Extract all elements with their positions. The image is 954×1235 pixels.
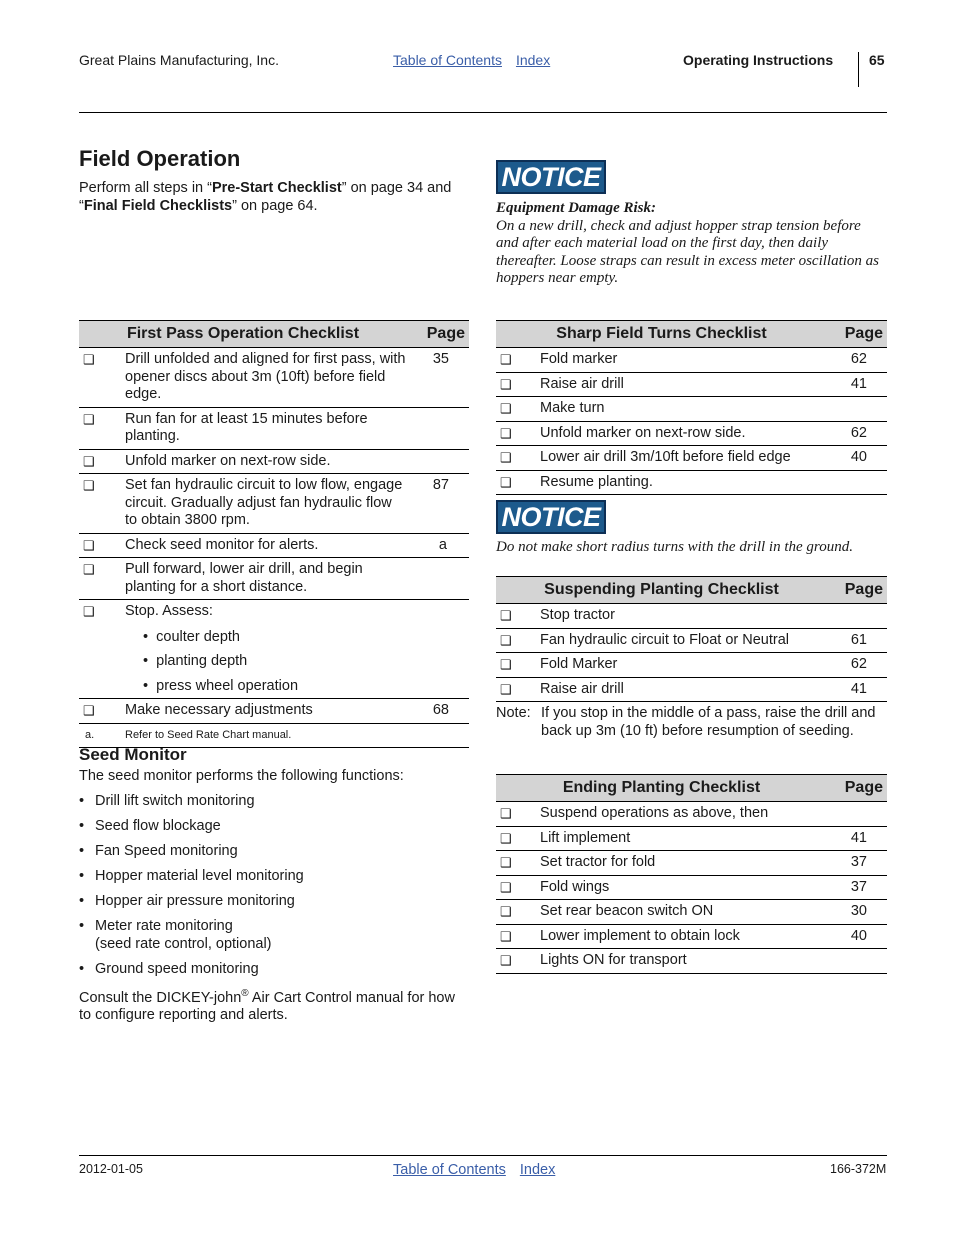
list-item: • coulter depth [143,628,240,645]
toc-link[interactable]: Table of Contents [393,1162,506,1178]
list-item: • press wheel operation [143,677,299,694]
checkbox-icon[interactable]: ❑ [79,558,125,600]
table-row: ❑ Set tractor for fold 37 [496,851,887,876]
checkbox-icon[interactable]: ❑ [496,470,540,495]
checkbox-icon[interactable]: ❑ [496,372,540,397]
seed-monitor-intro: The seed monitor performs the following functions: [79,768,404,784]
checkbox-icon[interactable]: ❑ [496,900,540,925]
table-row: ❑ Fold marker 62 [496,348,887,373]
page-title: Field Operation [79,146,241,171]
table-row: ❑ Lift implement 41 [496,826,887,851]
seed-monitor-title: Seed Monitor [79,745,187,764]
note-label: Note: [496,705,531,721]
footer-links [393,1162,555,1178]
table-row: ❑ Fan hydraulic circuit to Float or Neutral 61 [496,628,887,653]
checkbox-icon[interactable]: ❑ [496,677,540,702]
footer-date: 2012-01-05 [79,1162,143,1176]
checkbox-icon[interactable]: ❑ [79,474,125,534]
table-row: ❑ Suspend operations as above, then [496,802,887,827]
sharp-turns-checklist [496,320,887,495]
checkbox-icon[interactable]: ❑ [496,604,540,629]
table-row: ❑ Lower implement to obtain lock 40 [496,924,887,949]
checkbox-icon[interactable]: ❑ [496,802,540,827]
table-row: ❑ Fold Marker 62 [496,653,887,678]
checkbox-icon[interactable]: ❑ [496,397,540,422]
table-row: ❑ Set fan hydraulic circuit to low flow, engage circuit. Gradually adjust fan hydraulic flow to obtain 3800 rpm. 87 [79,474,469,534]
suspending-page-header: Page [827,577,887,604]
seed-monitor-functions [79,793,304,986]
checkbox-icon[interactable]: ❑ [496,628,540,653]
checkbox-icon[interactable]: ❑ [496,949,540,974]
footnote-row: a. Refer to Seed Rate Chart manual. [79,723,469,748]
table-row: ❑ Resume planting. [496,470,887,495]
checkbox-icon[interactable]: ❑ [496,653,540,678]
table-row: ❑ Drill unfolded and aligned for first pass, with opener discs about 3m (10ft) before field edge. 35 [79,348,469,408]
table-row: ❑ Lights ON for transport [496,949,887,974]
table-row: ❑ Stop tractor [496,604,887,629]
list-item: • Hopper material level monitoring [79,868,304,886]
table-row: ❑ Make turn [496,397,887,422]
index-link[interactable]: Index [519,1162,556,1178]
section-title: Operating Instructions [683,52,834,68]
sharp-turns-page-header: Page [827,321,887,348]
checkbox-icon[interactable]: ❑ [496,348,540,373]
notice-message: Equipment Damage Risk: On a new drill, check and adjust hopper strap tension before and after each material load on the first day, then daily thereafter. Loose straps can result in excess meter oscillation as hoppers near empty. [496,200,880,286]
table-row: ❑ Lower air drill 3m/10ft before field edge 40 [496,446,887,471]
doc-number: 166-372M [830,1162,887,1176]
suspending-title: Suspending Planting Checklist [496,577,827,604]
header-rule [79,112,887,113]
table-row: ❑ Pull forward, lower air drill, and begin planting for a short distance. [79,558,469,600]
note [496,705,886,740]
list-item: • Meter rate monitoring (seed rate control, optional) [79,918,304,953]
checkbox-icon[interactable]: ❑ [79,600,125,699]
intro-paragraph: Perform all steps in “Pre-Start Checklist” on page 34 and “Final Field Checklists” on page 64. [79,180,452,214]
ending-title: Ending Planting Checklist [496,775,827,802]
table-row: ❑ Run fan for at least 15 minutes before planting. [79,407,469,449]
checkbox-icon[interactable]: ❑ [79,348,125,408]
header-divider [858,52,859,87]
checkbox-icon[interactable]: ❑ [496,421,540,446]
toc-link[interactable]: Table of Contents [393,52,502,68]
first-pass-page-header: Page [407,321,469,348]
first-pass-title: First Pass Operation Checklist [79,321,407,348]
checkbox-icon[interactable]: ❑ [79,449,125,474]
table-row: ❑ Make necessary adjustments 68 [79,699,469,724]
suspending-checklist [496,576,887,702]
final-field-checklists-ref: Final Field Checklists [83,197,233,214]
table-row: ❑ Set rear beacon switch ON 30 [496,900,887,925]
list-item: • Drill lift switch monitoring [79,793,304,811]
list-item: • Hopper air pressure monitoring [79,893,304,911]
consult-paragraph: Consult the DICKEY-john® Air Cart Control manual for how to configure reporting and alerts. [79,988,455,1024]
table-row: ❑ Raise air drill 41 [496,677,887,702]
list-item: • Fan Speed monitoring [79,843,304,861]
checkbox-icon[interactable]: ❑ [79,407,125,449]
checkbox-icon[interactable]: ❑ [79,533,125,558]
list-item: • Ground speed monitoring [79,961,304,979]
checkbox-icon[interactable]: ❑ [496,875,540,900]
pre-start-checklist-ref: Pre-Start Checklist [211,180,342,196]
table-row: ❑ Fold wings 37 [496,875,887,900]
ending-page-header: Page [827,775,887,802]
checkbox-icon[interactable]: ❑ [496,446,540,471]
checkbox-icon[interactable]: ❑ [496,826,540,851]
table-row: ❑ Unfold marker on next-row side. [79,449,469,474]
company-name: Great Plains Manufacturing, Inc. [79,52,279,68]
checkbox-icon[interactable]: ❑ [496,924,540,949]
footnote: Refer to Seed Rate Chart manual. [125,723,469,748]
page-number: 65 [869,52,885,68]
notice-heading: Equipment Damage Risk: [496,200,657,216]
header-links [393,52,550,68]
sharp-turns-title: Sharp Field Turns Checklist [496,321,827,348]
assess-list [125,629,407,696]
table-row: ❑ Check seed monitor for alerts. a [79,533,469,558]
checkbox-icon[interactable]: ❑ [496,851,540,876]
table-row: ❑ Unfold marker on next-row side. 62 [496,421,887,446]
first-pass-checklist [79,320,469,748]
ending-checklist [496,774,887,974]
index-link[interactable]: Index [515,52,551,68]
table-row: ❑ Raise air drill 41 [496,372,887,397]
list-item: • Seed flow blockage [79,818,304,836]
list-item: • planting depth [143,653,248,669]
table-row: ❑ Stop. Assess: • coulter depth • planting depth • press wheel operation [79,600,469,699]
notice-badge: NOTICE [496,500,606,534]
notice-badge: NOTICE [496,160,606,194]
checkbox-icon[interactable]: ❑ [79,699,125,724]
footer-rule [79,1155,887,1156]
notice-message: Do not make short radius turns with the drill in the ground. [496,539,853,555]
note-text: If you stop in the middle of a pass, raise the drill and back up 3m (10 ft) before resumption of seeding. [541,705,876,739]
